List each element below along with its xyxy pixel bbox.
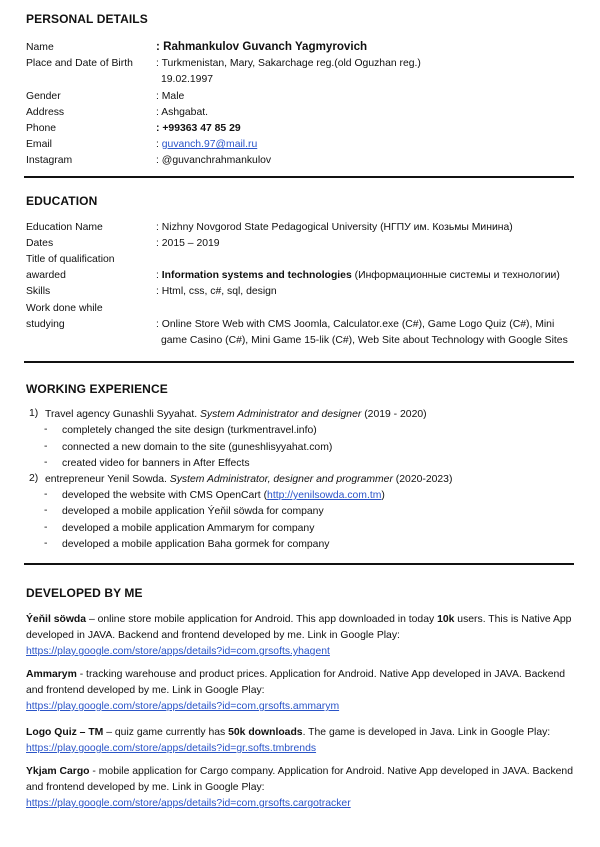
list-item: developed a mobile application Ammarym for company: [62, 523, 315, 534]
project-ykjam-cargo: Ykjam Cargo - mobile application for Cargo company. Application for Android. Native App developed in JAVA. Backend and frontend developed by me. Link in Google Play: https://play.google.com/store/apps/details?id=com.grsofts.cargotracker: [26, 766, 573, 809]
birth-label: Place and Date of Birth: [26, 58, 133, 69]
work-done-value: : Online Store Web with CMS Joomla, Calculator.exe (C#), Game Logo Quiz (C#), Mini: [156, 319, 555, 330]
email-link[interactable]: guvanch.97@mail.ru: [161, 139, 258, 150]
name-value: : Rahmankulov Guvanch Yagmyrovich: [156, 40, 368, 53]
developed-by-me-heading: DEVELOPED BY ME: [26, 586, 143, 600]
bullet-dash: -: [44, 538, 48, 549]
name-label: Name: [26, 42, 54, 53]
section-divider: [24, 176, 574, 178]
gender-value: : Male: [156, 91, 185, 102]
dates-label: Dates: [26, 238, 54, 249]
bullet-dash: -: [44, 441, 48, 452]
qualification-value: : Information systems and technologies (Информационные системы и технологии): [156, 270, 560, 281]
list-item: completely changed the site design (turkmentravel.info): [62, 425, 317, 436]
google-play-link[interactable]: https://play.google.com/store/apps/details?id=gr.softs.tmbrends: [26, 743, 317, 754]
birth-value: : Turkmenistan, Mary, Sakarchage reg.(old Oguzhan reg.): [156, 58, 421, 69]
google-play-link[interactable]: https://play.google.com/store/apps/details?id=com.grsofts.cargotracker: [26, 798, 351, 809]
skills-value: : Html, css, c#, sql, design: [156, 286, 277, 297]
bullet-dash: -: [44, 424, 48, 435]
job-number: 1): [29, 408, 39, 419]
gender-label: Gender: [26, 91, 61, 102]
instagram-value: : @guvanchrahmankulov: [156, 155, 272, 166]
job-title: entrepreneur Yenil Sowda. System Administrator, designer and programmer (2020-2023): [45, 474, 453, 485]
project-logo-quiz: Logo Quiz – TM – quiz game currently has 50k downloads. The game is developed in Java. Link in Google Play: https://play.google.com/store/apps/details?id=gr.softs.tmbrends: [26, 727, 551, 754]
bullet-dash: -: [44, 522, 48, 533]
bullet-dash: -: [44, 489, 48, 500]
list-item: developed a mobile application Ýeňil söwda for company: [62, 506, 324, 517]
phone-label: Phone: [26, 123, 57, 134]
birth-date: 19.02.1997: [161, 74, 214, 85]
work-done-label-1: Work done while: [26, 303, 103, 314]
opencart-site-link[interactable]: http://yenilsowda.com.tm: [267, 490, 382, 501]
dates-value: : 2015 – 2019: [156, 238, 220, 249]
email-label: Email: [26, 139, 52, 150]
list-item: connected a new domain to the site (guneshlisyyahat.com): [62, 442, 333, 453]
skills-label: Skills: [26, 286, 51, 297]
address-label: Address: [26, 107, 65, 118]
address-value: : Ashgabat.: [156, 107, 208, 118]
instagram-label: Instagram: [26, 155, 73, 166]
edu-name-label: Education Name: [26, 222, 103, 233]
section-divider: [24, 361, 574, 363]
work-done-label-2: studying: [26, 319, 65, 330]
google-play-link[interactable]: https://play.google.com/store/apps/details?id=com.grsofts.yhagent: [26, 646, 330, 657]
job-title: Travel agency Gunashli Syyahat. System Administrator and designer (2019 - 2020): [45, 409, 427, 420]
email-value: : guvanch.97@mail.ru: [156, 139, 258, 150]
job-number: 2): [29, 473, 39, 484]
list-item: developed the website with CMS OpenCart (http://yenilsowda.com.tm): [62, 490, 385, 501]
edu-name-value: : Nizhny Novgorod State Pedagogical University (НГПУ им. Козьмы Минина): [156, 222, 513, 233]
project-yenil-sowda: Ýeňil söwda – online store mobile application for Android. This app downloaded in today 10k users. This is Native App developed in JAVA. Backend and frontend developed by me. Link in Google Play: https://play.google.com/store/apps/details?id=com.grsofts.yhagent: [26, 614, 572, 657]
qualification-label-2: awarded: [26, 270, 66, 281]
personal-details-heading: PERSONAL DETAILS: [26, 12, 148, 26]
google-play-link[interactable]: https://play.google.com/store/apps/details?id=com.grsofts.ammarym: [26, 701, 340, 712]
project-ammarym: Ammarym - tracking warehouse and product prices. Application for Android. Native App developed in JAVA. Backend and frontend developed by me. Link in Google Play: https://play.google.com/store/apps/details?id=com.grsofts.ammarym: [26, 669, 566, 712]
section-divider: [24, 563, 574, 565]
bullet-dash: -: [44, 505, 48, 516]
phone-value: : +99363 47 85 29: [156, 123, 241, 134]
qualification-label-1: Title of qualification: [26, 254, 115, 265]
list-item: developed a mobile application Baha gormek for company: [62, 539, 330, 550]
work-done-value-2: game Casino (C#), Mini Game 15-lik (C#), Web Site about Technology with Google Sites: [161, 335, 568, 346]
education-heading: EDUCATION: [26, 194, 98, 208]
list-item: created video for banners in After Effects: [62, 458, 250, 469]
working-experience-heading: WORKING EXPERIENCE: [26, 382, 168, 396]
bullet-dash: -: [44, 457, 48, 468]
